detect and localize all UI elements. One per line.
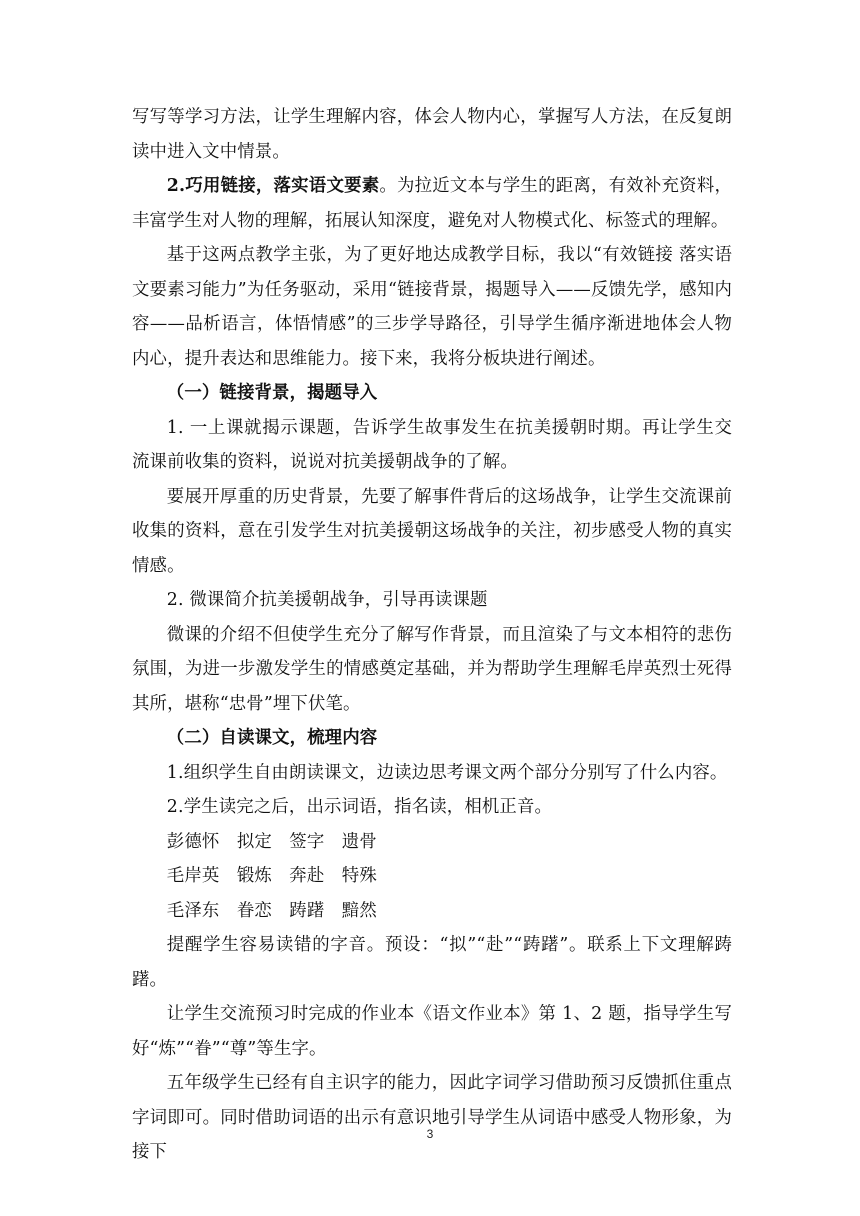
vocabulary-word: 毛泽东: [166, 900, 220, 921]
document-body: [132, 100, 732, 1170]
vocabulary-row-3: [132, 894, 732, 929]
section-heading-1: （一）链接背景，揭题导入: [166, 383, 378, 403]
strategy-title: 2.巧用链接，落实语文要素: [166, 176, 380, 196]
paragraph-step-1-rationale: 要展开厚重的历史背景，先要了解事件背后的这场战争，让学生交流课前收集的资料，意在引发学生对抗美援朝这场战争的关注，初步感受人物的真实情感。: [132, 486, 732, 576]
vocabulary-word: 拟定: [236, 831, 272, 852]
vocabulary-word: 眷恋: [236, 900, 272, 921]
paragraph-literacy-rationale: 五年级学生已经有自主识字的能力，因此字词学习借助预习反馈抓住重点字词即可。同时借助词语的出示有意识地引导学生从词语中感受人物形象，为接下: [132, 1073, 732, 1162]
paragraph-workbook-task: 让学生交流预习时完成的作业本《语文作业本》第 1、2 题，指导学生写好“炼”“眷”“尊”等生字。: [132, 1004, 732, 1059]
vocabulary-word: 签字: [289, 831, 325, 852]
vocabulary-word: 特殊: [341, 866, 377, 886]
page-number: 3: [426, 1127, 434, 1141]
paragraph-vocabulary-task: 2.学生读完之后，出示词语，指名读，相机正音。: [166, 797, 553, 817]
paragraph-step-2-rationale: 微课的介绍不但使学生充分了解写作背景，而且渲染了与文本相符的悲伤氛围，为进一步激发学生的情感奠定基础，并为帮助学生理解毛岸英烈士死得其所，堪称“忠骨”埋下伏笔。: [132, 624, 732, 714]
strategy-description: 。为拉近文本与学生的距离，有效补充资料，丰富学生对人物的理解，拓展认知深度，避免对人物模式化、标签式的理解。: [132, 176, 732, 231]
paragraph-teaching-approach: 基于这两点教学主张，为了更好地达成教学目标，我以“有效链接 落实语文要素习能力”为任务驱动，采用“链接背景，揭题导入——反馈先学，感知内容——品析语言，体悟情感”的三步学导路径，引导学生循序渐进地体会人物内心，提升表达和思维能力。接下来，我将分板块进行阐述。: [132, 245, 732, 369]
paragraph-linking-strategy: [132, 169, 732, 238]
vocabulary-word: 锻炼: [236, 866, 272, 886]
paragraph-pronunciation-tips: 提醒学生容易读错的字音。预设：“拟”“赴”“踌躇”。联系上下文理解踌躇。: [132, 935, 732, 990]
vocabulary-row-1: [132, 825, 732, 860]
vocabulary-row-2: [132, 859, 732, 894]
vocabulary-word: 毛岸英: [166, 866, 220, 886]
paragraph-reading-task: 1.组织学生自由朗读课文，边读边思考课文两个部分分别写了什么内容。: [166, 762, 728, 783]
paragraph-step-2: 2. 微课简介抗美援朝战争，引导再读课题: [166, 590, 488, 610]
vocabulary-word: 黯然: [341, 900, 377, 921]
vocabulary-word: 奔赴: [289, 866, 325, 886]
vocabulary-word: 彭德怀: [166, 831, 220, 852]
paragraph-continuation: 写写等学习方法，让学生理解内容，体会人物内心，掌握写人方法，在反复朗读中进入文中情景。: [132, 107, 732, 162]
vocabulary-word: 踌躇: [289, 900, 325, 921]
paragraph-step-1: 1. 一上课就揭示课题，告诉学生故事发生在抗美援朝时期。再让学生交流课前收集的资料，说说对抗美援朝战争的了解。: [132, 417, 732, 472]
section-heading-2: （二）自读课文，梳理内容: [166, 728, 378, 748]
vocabulary-word: 遗骨: [341, 831, 377, 852]
